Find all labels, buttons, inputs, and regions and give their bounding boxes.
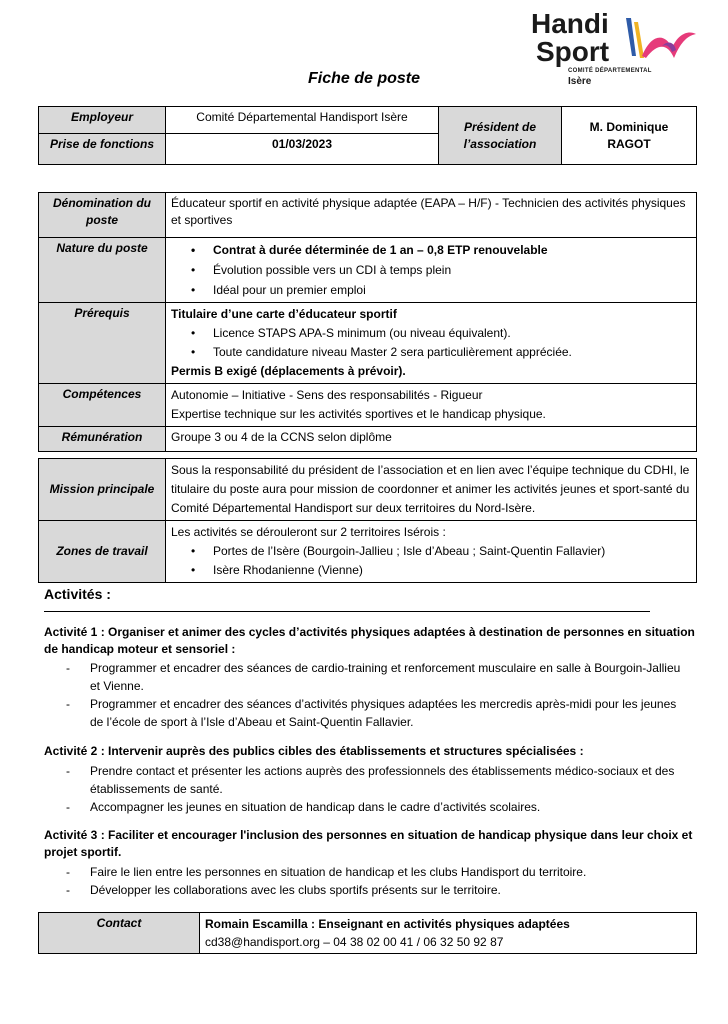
zones-item: • Portes de l’Isère (Bourgoin-Jallieu ; Isle d’Abeau ; Saint-Quentin Fallavier) — [213, 542, 691, 561]
prise-value: 01/03/2023 — [166, 134, 439, 165]
activity-1-title: Activité 1 : Organiser et animer des cycles d’activités physiques adaptées à destination de personnes en situation de handicap moteur et sensoriel : — [44, 625, 695, 656]
activities-heading: Activités : — [44, 586, 111, 602]
competences-label: Compétences — [39, 384, 166, 427]
logo-region: Isère — [568, 76, 592, 87]
denomination-value: Éducateur sportif en activité physique adaptée (EAPA – H/F) - Technicien des activités physiques et sportives — [166, 193, 697, 238]
activity-1-item: - Programmer et encadrer des séances de cardio-training et renforcement musculaire en salle à Bourgoin-Jallieu et Vienne. — [66, 659, 684, 695]
competences-line: Autonomie – Initiative - Sens des responsabilités - Rigueur — [171, 388, 483, 402]
contact-table — [38, 912, 697, 954]
mission-label: Mission principale — [39, 459, 166, 521]
prerequis-item: • Licence STAPS APA-S minimum (ou niveau équivalent). — [213, 324, 691, 343]
logo-swoosh-icon — [622, 12, 698, 64]
employer-table — [38, 106, 697, 165]
activity-1-list — [66, 659, 684, 731]
activity-3-list — [66, 863, 684, 899]
nature-item: • Évolution possible vers un CDI à temps plein — [213, 260, 691, 280]
employeur-value: Comité Départemental Handisport Isère — [166, 107, 439, 134]
prise-label: Prise de fonctions — [39, 134, 166, 165]
prerequis-item: • Toute candidature niveau Master 2 sera particulièrement appréciée. — [213, 343, 691, 362]
contact-name: Romain Escamilla : Enseignant en activités physiques adaptées — [205, 917, 570, 931]
job-table — [38, 192, 697, 452]
prerequis-heading: Titulaire d’une carte d’éducateur sportif — [171, 307, 397, 321]
mission-value: Sous la responsabilité du président de l’association et en lien avec l’équipe technique du CDHI, le titulaire du poste aura pour mission de coordonner et animer les activités jeunes et sport-santé du Comité Départemental Handisport sur deux territoires du Nord-Isère. — [166, 459, 697, 521]
activity-2-title: Activité 2 : Intervenir auprès des publics cibles des établissements et structures spécialisées : — [44, 744, 584, 758]
nature-cell — [166, 238, 697, 303]
prerequis-label: Prérequis — [39, 303, 166, 384]
activity-2-item: - Accompagner les jeunes en situation de handicap dans le cadre d’activités scolaires. — [66, 798, 684, 816]
remuneration-label: Rémunération — [39, 427, 166, 452]
nature-item: • Contrat à durée déterminée de 1 an – 0,8 ETP renouvelable — [213, 240, 691, 260]
logo-line-handi: Handi — [531, 8, 609, 39]
mission-table — [38, 458, 697, 583]
denomination-label: Dénomination du poste — [39, 193, 166, 238]
prerequis-cell — [166, 303, 697, 384]
zones-item: • Isère Rhodanienne (Vienne) — [213, 561, 691, 580]
contact-cell — [200, 913, 697, 954]
zones-label: Zones de travail — [39, 521, 166, 583]
remuneration-value: Groupe 3 ou 4 de la CCNS selon diplôme — [166, 427, 697, 452]
contact-details: cd38@handisport.org – 04 38 02 00 41 / 06 32 50 92 87 — [205, 935, 504, 949]
employeur-label: Employeur — [39, 107, 166, 134]
activity-2-list — [66, 762, 684, 816]
competences-line: Expertise technique sur les activités sportives et le handicap physique. — [171, 407, 546, 421]
prerequis-footer: Permis B exigé (déplacements à prévoir). — [171, 364, 406, 378]
activity-3-item: - Développer les collaborations avec les clubs sportifs présents sur le territoire. — [66, 881, 684, 899]
activity-1-item: - Programmer et encadrer des séances d’activités physiques adaptées les mercredis après-midi pour les jeunes de l’école de sport à l’Isle d’Abeau et Saint-Quentin Fallavier. — [66, 695, 684, 731]
activity-3-item: - Faire le lien entre les personnes en situation de handicap et les clubs Handisport du territoire. — [66, 863, 684, 881]
logo-line-sport: Sport — [536, 36, 610, 67]
activity-3-title: Activité 3 : Faciliter et encourager l'inclusion des personnes en situation de handicap physique dans leur choix et projet sportif. — [44, 828, 693, 859]
president-label: Président de l’association — [439, 107, 562, 165]
logo-subtitle: COMITÉ DÉPARTEMENTAL — [568, 68, 652, 74]
zones-intro: Les activités se dérouleront sur 2 territoires Isérois : — [171, 525, 446, 539]
page-title: Fiche de poste — [307, 70, 421, 87]
competences-cell — [166, 384, 697, 427]
activities-divider — [44, 611, 650, 612]
nature-item: • Idéal pour un premier emploi — [213, 280, 691, 300]
activity-2-item: - Prendre contact et présenter les actions auprès des professionnels des établissements médico-sociaux et des établissements de santé. — [66, 762, 684, 798]
zones-cell — [166, 521, 697, 583]
nature-label: Nature du poste — [39, 238, 166, 303]
contact-label: Contact — [39, 913, 200, 954]
president-value: M. Dominique RAGOT — [562, 107, 697, 165]
